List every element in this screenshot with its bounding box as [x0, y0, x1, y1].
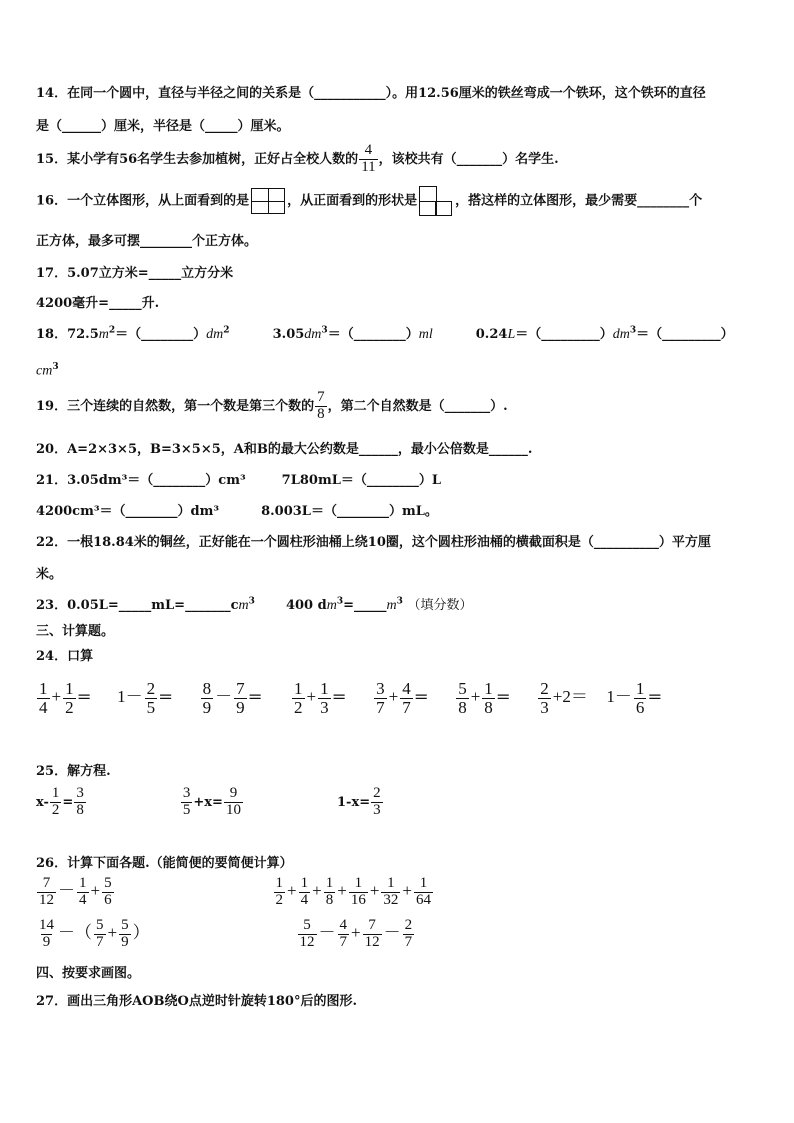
- q15-text: 15．某小学有56名学生去参加植树，正好占全校人数的: [36, 151, 359, 167]
- q24-title: 24．口算: [36, 649, 94, 664]
- q24-item-3: $\frac{8}{9}$ － $\frac{7}{9}$ ＝: [202, 679, 263, 717]
- q20: 20．A=2×3×5，B=3×5×5，A和B的最大公约数是______，最小公倍数是______.: [36, 442, 533, 457]
- section4-title: 四、按要求画图。: [36, 966, 141, 981]
- q15-fraction: $\frac{4}{11}$: [361, 142, 376, 175]
- q18-line2: $cm^3$: [36, 362, 59, 379]
- q26-row1: [36, 876, 434, 909]
- q22-line1: 22．一根18.84米的铜丝，正好能在一个圆柱形油桶上绕10圈，这个圆柱形油桶的横截面积是（__________）平方厘: [36, 535, 711, 550]
- q26-problem-d: $\frac{5}{12}$ － $\frac{4}{7}$ + $\frac{7}{12}$ － $\frac{2}{7}$: [299, 917, 413, 950]
- equation-2: $\frac{3}{5}$ +x= $\frac{9}{10}$: [182, 785, 241, 818]
- q24-item-8: 1－ $\frac{1}{6}$ ＝: [606, 679, 663, 717]
- q21-line1: 21．3.05dm³＝（________）cm³ 7L80mL＝（________）L: [36, 473, 441, 488]
- q15: [36, 143, 559, 176]
- q23: 23．$0.05L=\_\_\_\_\_mL=\_\_\_\_\_\_\_cm^3$ 400 $dm^3=\_\_\_\_\_m^3$ （填分数）: [36, 596, 473, 613]
- equation-1: x- $\frac{1}{2}$ = $\frac{3}{8}$: [36, 785, 84, 818]
- front-view-figure: [419, 186, 453, 216]
- q24-item-7: $\frac{2}{3}$ +2＝: [540, 679, 588, 717]
- q14-line2: 是（______）厘米，半径是（_____）厘米。: [36, 119, 290, 134]
- q24-item-1: $\frac{1}{4}$ + $\frac{1}{2}$ ＝: [39, 679, 92, 717]
- q16-text-end: ，搭这样的立体图形，最少需要________个: [455, 193, 703, 209]
- q26-row2: [36, 918, 415, 951]
- q19-fraction: $\frac{7}{8}$: [317, 389, 325, 422]
- q26-problem-b: $\frac{1}{2}$ + $\frac{1}{4}$ + $\frac{1}{8}$ + $\frac{1}{16}$ + $\frac{1}{32}$ + $\frac{1}{64}$: [275, 875, 431, 908]
- q24-item-4: $\frac{1}{2}$ + $\frac{1}{3}$ ＝: [294, 679, 347, 717]
- q17-line1: 17．5.07立方米=_____立方分米: [36, 266, 234, 281]
- section3-title: 三、计算题。: [36, 624, 115, 639]
- q25-title: 25．解方程.: [36, 764, 111, 779]
- equation-3: 1-x= $\frac{2}{3}$: [337, 785, 381, 818]
- q24-item-5: $\frac{3}{7}$ + $\frac{4}{7}$ ＝: [376, 679, 429, 717]
- q25-equations: [36, 786, 384, 819]
- q15-text-end: ，该校共有（_______）名学生.: [378, 151, 559, 167]
- q26-title: 26．计算下面各题.（能简便的要简便计算）: [36, 856, 293, 871]
- q21-line2: 4200cm³＝（________）dm³ 8.003L＝（________）mL。: [36, 504, 438, 519]
- q24-item-2: 1－ $\frac{2}{5}$ ＝: [117, 679, 174, 717]
- q17-line2: 4200毫升=_____升.: [36, 296, 160, 311]
- q16-line2: 正方体，最多可摆________个正方体。: [36, 234, 258, 249]
- q27: 27．画出三角形AOB绕O点逆时针旋转180°后的图形.: [36, 994, 357, 1009]
- q16-text: 16．一个立体图形，从上面看到的是: [36, 193, 250, 209]
- q16-text-mid: ，从正面看到的形状是: [287, 193, 418, 209]
- q24-mental-math: [36, 680, 662, 717]
- q18-line1: 18．$72.5m^2=(\_\_\_\_\_\_\_\_)dm^2$ $3.05dm^3=(\_\_\_\_\_\_\_\_)ml$ $0.24L=(\_\_\_\_\_\_\_\_\_)dm^3=(\_\_\_\_\_\_\_\_\_)$: [36, 325, 734, 342]
- q24-item-6: $\frac{5}{8}$ + $\frac{1}{8}$ ＝: [458, 679, 511, 717]
- top-view-figure: [251, 188, 285, 214]
- q16-line1: [36, 186, 702, 216]
- q26-problem-c: $\frac{14}{9}$ －（ $\frac{5}{7}$ + $\frac{5}{9}$ ）: [39, 917, 150, 950]
- q14-line1: 14．在同一个圆中，直径与半径之间的关系是（___________）。用12.56厘米的铁丝弯成一个铁环，这个铁环的直径: [36, 86, 706, 101]
- q19: 19．三个连续的自然数，第一个数是第三个数的 $\frac{7}{8}$ ，第二个自然数是（_______）.: [36, 389, 508, 422]
- q22-line2: 米。: [36, 567, 63, 582]
- q26-problem-a: $\frac{7}{12}$ － $\frac{1}{4}$ + $\frac{5}{6}$: [39, 875, 112, 908]
